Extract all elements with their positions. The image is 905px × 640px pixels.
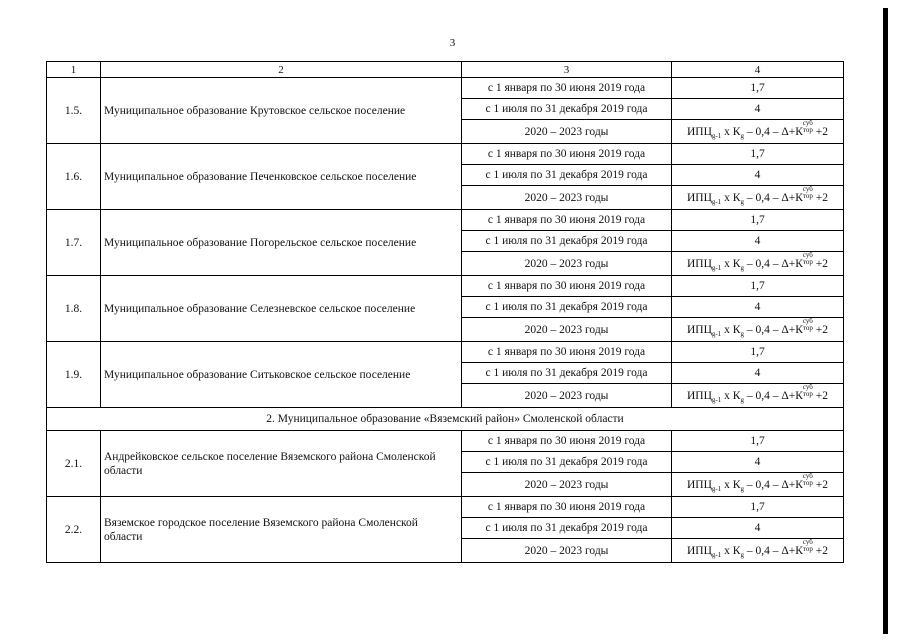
period-cell: 2020 – 2023 годы — [462, 318, 672, 342]
formula-index — [803, 318, 813, 332]
period-cell: с 1 июля по 31 декабря 2019 года — [462, 518, 672, 539]
value-cell — [672, 318, 844, 342]
formula-superscript: суб — [802, 317, 813, 325]
row-number: 2.2. — [47, 497, 101, 563]
formula-subscript: тор — [802, 192, 813, 200]
period-cell: 2020 – 2023 годы — [462, 252, 672, 276]
value-cell — [672, 120, 844, 144]
formula-subscript: тор — [802, 545, 813, 553]
formula-subscript: тор — [802, 126, 813, 134]
period-cell: с 1 июля по 31 декабря 2019 года — [462, 452, 672, 473]
tariff-formula — [687, 317, 828, 338]
row-number: 1.9. — [47, 342, 101, 408]
row-number: 1.6. — [47, 144, 101, 210]
tariff-formula — [687, 251, 828, 272]
value-cell: 4 — [672, 231, 844, 252]
formula-index — [803, 186, 813, 200]
period-cell: 2020 – 2023 годы — [462, 120, 672, 144]
formula-part: g — [740, 485, 744, 493]
formula-subscript: тор — [802, 479, 813, 487]
tariff-formula — [687, 472, 828, 493]
table-row — [47, 78, 844, 99]
formula-superscript: суб — [802, 251, 813, 259]
page-number: 3 — [449, 37, 456, 49]
period-cell: с 1 января по 30 июня 2019 года — [462, 78, 672, 99]
municipality-name: Муниципальное образование Крутовское сельское поселение — [101, 78, 462, 144]
formula-subscript: тор — [802, 390, 813, 398]
tariff-table — [46, 61, 844, 563]
row-number: 1.5. — [47, 78, 101, 144]
formula-index — [803, 539, 813, 553]
formula-part: +2 — [812, 390, 828, 402]
formula-part: x К — [721, 545, 741, 557]
formula-index — [803, 252, 813, 266]
formula-part: +2 — [812, 258, 828, 270]
value-cell — [672, 473, 844, 497]
formula-part: g — [740, 330, 744, 338]
table-row — [47, 210, 844, 231]
formula-part: g-1 — [711, 132, 722, 140]
value-cell: 4 — [672, 297, 844, 318]
period-cell: с 1 января по 30 июня 2019 года — [462, 144, 672, 165]
formula-part: g — [740, 264, 744, 272]
value-cell: 1,7 — [672, 144, 844, 165]
value-cell: 4 — [672, 452, 844, 473]
table-row — [47, 342, 844, 363]
formula-part: x К — [721, 324, 741, 336]
period-cell: 2020 – 2023 годы — [462, 473, 672, 497]
formula-part: x К — [721, 479, 741, 491]
formula-part: x К — [721, 126, 741, 138]
formula-superscript: суб — [802, 538, 813, 546]
column-header: 2 — [101, 62, 462, 78]
period-cell: с 1 июля по 31 декабря 2019 года — [462, 165, 672, 186]
formula-part: g — [740, 551, 744, 559]
formula-part: g — [740, 198, 744, 206]
column-header: 3 — [462, 62, 672, 78]
period-cell: с 1 июля по 31 декабря 2019 года — [462, 297, 672, 318]
tariff-formula — [687, 538, 828, 559]
value-cell: 1,7 — [672, 276, 844, 297]
formula-part: g-1 — [711, 330, 722, 338]
tariff-formula — [687, 185, 828, 206]
municipality-name: Муниципальное образование Погорельское сельское поселение — [101, 210, 462, 276]
municipality-name: Муниципальное образование Печенковское сельское поселение — [101, 144, 462, 210]
formula-superscript: суб — [802, 185, 813, 193]
formula-part: g — [740, 396, 744, 404]
period-cell: с 1 января по 30 июня 2019 года — [462, 431, 672, 452]
period-cell: с 1 июля по 31 декабря 2019 года — [462, 363, 672, 384]
formula-part: ИПЦ — [687, 126, 712, 138]
value-cell: 4 — [672, 99, 844, 120]
formula-part: – 0,4 – Δ+К — [743, 324, 803, 336]
formula-part: – 0,4 – Δ+К — [743, 479, 803, 491]
formula-part: +2 — [812, 479, 828, 491]
formula-part: +2 — [812, 192, 828, 204]
municipality-name: Муниципальное образование Селезневское сельское поселение — [101, 276, 462, 342]
formula-superscript: суб — [802, 383, 813, 391]
value-cell: 1,7 — [672, 431, 844, 452]
formula-part: +2 — [812, 126, 828, 138]
formula-part: x К — [721, 390, 741, 402]
period-cell: с 1 января по 30 июня 2019 года — [462, 276, 672, 297]
section-title: 2. Муниципальное образование «Вяземский район» Смоленской области — [47, 408, 844, 431]
header-row — [47, 62, 844, 78]
column-header: 4 — [672, 62, 844, 78]
row-number: 2.1. — [47, 431, 101, 497]
formula-index — [803, 120, 813, 134]
formula-part: ИПЦ — [687, 258, 712, 270]
period-cell: с 1 января по 30 июня 2019 года — [462, 210, 672, 231]
formula-part: ИПЦ — [687, 479, 712, 491]
formula-part: g-1 — [711, 551, 722, 559]
formula-part: – 0,4 – Δ+К — [743, 545, 803, 557]
formula-part: g-1 — [711, 264, 722, 272]
formula-part: – 0,4 – Δ+К — [743, 126, 803, 138]
tariff-table-body — [47, 62, 844, 563]
value-cell: 4 — [672, 518, 844, 539]
value-cell: 1,7 — [672, 78, 844, 99]
formula-part: – 0,4 – Δ+К — [743, 192, 803, 204]
tariff-formula — [687, 383, 828, 404]
formula-part: ИПЦ — [687, 192, 712, 204]
formula-index — [803, 384, 813, 398]
period-cell: с 1 июля по 31 декабря 2019 года — [462, 231, 672, 252]
table-row — [47, 431, 844, 452]
formula-part: – 0,4 – Δ+К — [743, 390, 803, 402]
period-cell: 2020 – 2023 годы — [462, 186, 672, 210]
formula-subscript: тор — [802, 324, 813, 332]
value-cell: 1,7 — [672, 210, 844, 231]
municipality-name: Андрейковское сельское поселение Вяземского района Смоленской области — [101, 431, 462, 497]
value-cell — [672, 384, 844, 408]
formula-part: ИПЦ — [687, 390, 712, 402]
table-row — [47, 144, 844, 165]
formula-part: +2 — [812, 545, 828, 557]
formula-part: ИПЦ — [687, 324, 712, 336]
section-row — [47, 408, 844, 431]
formula-part: – 0,4 – Δ+К — [743, 258, 803, 270]
period-cell: с 1 июля по 31 декабря 2019 года — [462, 99, 672, 120]
formula-part: x К — [721, 258, 741, 270]
tariff-formula — [687, 119, 828, 140]
period-cell: с 1 января по 30 июня 2019 года — [462, 342, 672, 363]
row-number: 1.7. — [47, 210, 101, 276]
formula-part: +2 — [812, 324, 828, 336]
formula-superscript: суб — [802, 119, 813, 127]
formula-subscript: тор — [802, 258, 813, 266]
value-cell: 1,7 — [672, 497, 844, 518]
formula-part: g-1 — [711, 198, 722, 206]
municipality-name: Муниципальное образование Ситьковское сельское поселение — [101, 342, 462, 408]
value-cell — [672, 252, 844, 276]
period-cell: с 1 января по 30 июня 2019 года — [462, 497, 672, 518]
table-row — [47, 497, 844, 518]
value-cell: 1,7 — [672, 342, 844, 363]
column-header: 1 — [47, 62, 101, 78]
formula-part: g — [740, 132, 744, 140]
formula-index — [803, 473, 813, 487]
table-row — [47, 276, 844, 297]
value-cell: 4 — [672, 363, 844, 384]
period-cell: 2020 – 2023 годы — [462, 384, 672, 408]
value-cell — [672, 186, 844, 210]
formula-part: ИПЦ — [687, 545, 712, 557]
municipality-name: Вяземское городское поселение Вяземского района Смоленской области — [101, 497, 462, 563]
formula-part: x К — [721, 192, 741, 204]
period-cell: 2020 – 2023 годы — [462, 539, 672, 563]
formula-superscript: суб — [802, 472, 813, 480]
scan-edge-bar — [883, 8, 888, 634]
formula-part: g-1 — [711, 396, 722, 404]
row-number: 1.8. — [47, 276, 101, 342]
formula-part: g-1 — [711, 485, 722, 493]
value-cell — [672, 539, 844, 563]
value-cell: 4 — [672, 165, 844, 186]
